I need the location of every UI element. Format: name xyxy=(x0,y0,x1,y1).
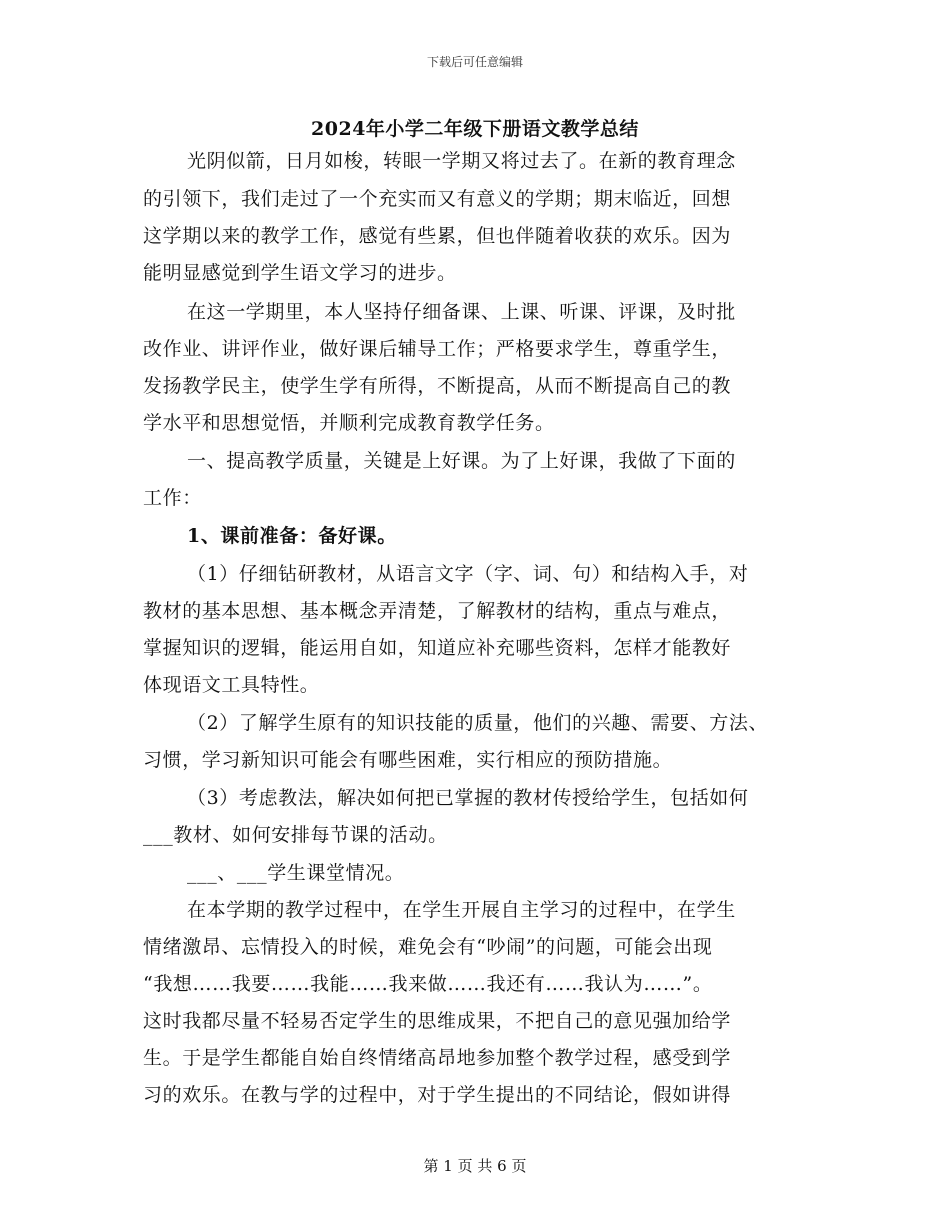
paragraph-line: 这学期以来的教学工作，感觉有些累，但也伴随着收获的欢乐。因为 xyxy=(143,225,732,247)
paragraph-line: 这时我都尽量不轻易否定学生的思维成果，不把自己的意见强加给学 xyxy=(143,1010,732,1032)
paragraph-line: 教材的基本思想、基本概念弄清楚，了解教材的结构，重点与难点， xyxy=(143,600,732,622)
paragraph-line: 生。于是学生都能自始自终情绪高昂地参加整个教学过程，感受到学 xyxy=(143,1047,732,1069)
paragraph-line: 工作： xyxy=(143,487,202,509)
paragraph-line: 一、提高教学质量，关键是上好课。为了上好课，我做了下面的 xyxy=(187,450,736,472)
paragraph-line: ___教材、如何安排每节课的活动。 xyxy=(143,824,448,846)
paragraph-line: 在这一学期里，本人坚持仔细备课、上课、听课、评课，及时批 xyxy=(187,301,736,323)
paragraph-line: （3）考虑教法，解决如何把已掌握的教材传授给学生，包括如何 xyxy=(187,787,749,809)
paragraph-line: 能明显感觉到学生语文学习的进步。 xyxy=(143,262,457,284)
header-note: 下载后可任意编辑 xyxy=(426,55,523,69)
paragraph-line: （2）了解学生原有的知识技能的质量，他们的兴趣、需要、方法、 xyxy=(187,712,769,734)
paragraph-line: （1）仔细钻研教材，从语言文字（字、词、句）和结构入手，对 xyxy=(187,563,749,585)
paragraph-line: 体现语文工具特性。 xyxy=(143,674,320,696)
paragraph-line: 学水平和思想觉悟，并顺利完成教育教学任务。 xyxy=(143,412,555,434)
document-title: 2024年小学二年级下册语文教学总结 xyxy=(311,118,639,140)
paragraph-line: 习惯，学习新知识可能会有哪些困难，实行相应的预防措施。 xyxy=(143,749,673,771)
paragraph-line: 光阴似箭，日月如梭，转眼一学期又将过去了。在新的教育理念 xyxy=(187,150,736,172)
paragraph-line: 改作业、讲评作业，做好课后辅导工作；严格要求学生，尊重学生， xyxy=(143,338,732,360)
paragraph-line: 习的欢乐。在教与学的过程中，对于学生提出的不同结论，假如讲得 xyxy=(143,1084,732,1106)
section-heading: 1、课前准备：备好课。 xyxy=(187,525,397,547)
paragraph-line: 情绪激昂、忘情投入的时候，难免会有“吵闹”的问题，可能会出现 xyxy=(143,936,713,958)
paragraph-line: 的引领下，我们走过了一个充实而又有意义的学期；期末临近，回想 xyxy=(143,188,732,210)
paragraph-line: ___、___学生课堂情况。 xyxy=(187,862,405,884)
paragraph-line: 在本学期的教学过程中，在学生开展自主学习的过程中，在学生 xyxy=(187,899,736,921)
paragraph-line: 发扬教学民主，使学生学有所得，不断提高，从而不断提高自己的教 xyxy=(143,375,732,397)
page-indicator: 第 1 页 共 6 页 xyxy=(423,1157,527,1175)
paragraph-line: 掌握知识的逻辑，能运用自如，知道应补充哪些资料，怎样才能教好 xyxy=(143,637,732,659)
paragraph-line: “我想……我要……我能……我来做……我还有……我认为……”。 xyxy=(143,973,713,995)
